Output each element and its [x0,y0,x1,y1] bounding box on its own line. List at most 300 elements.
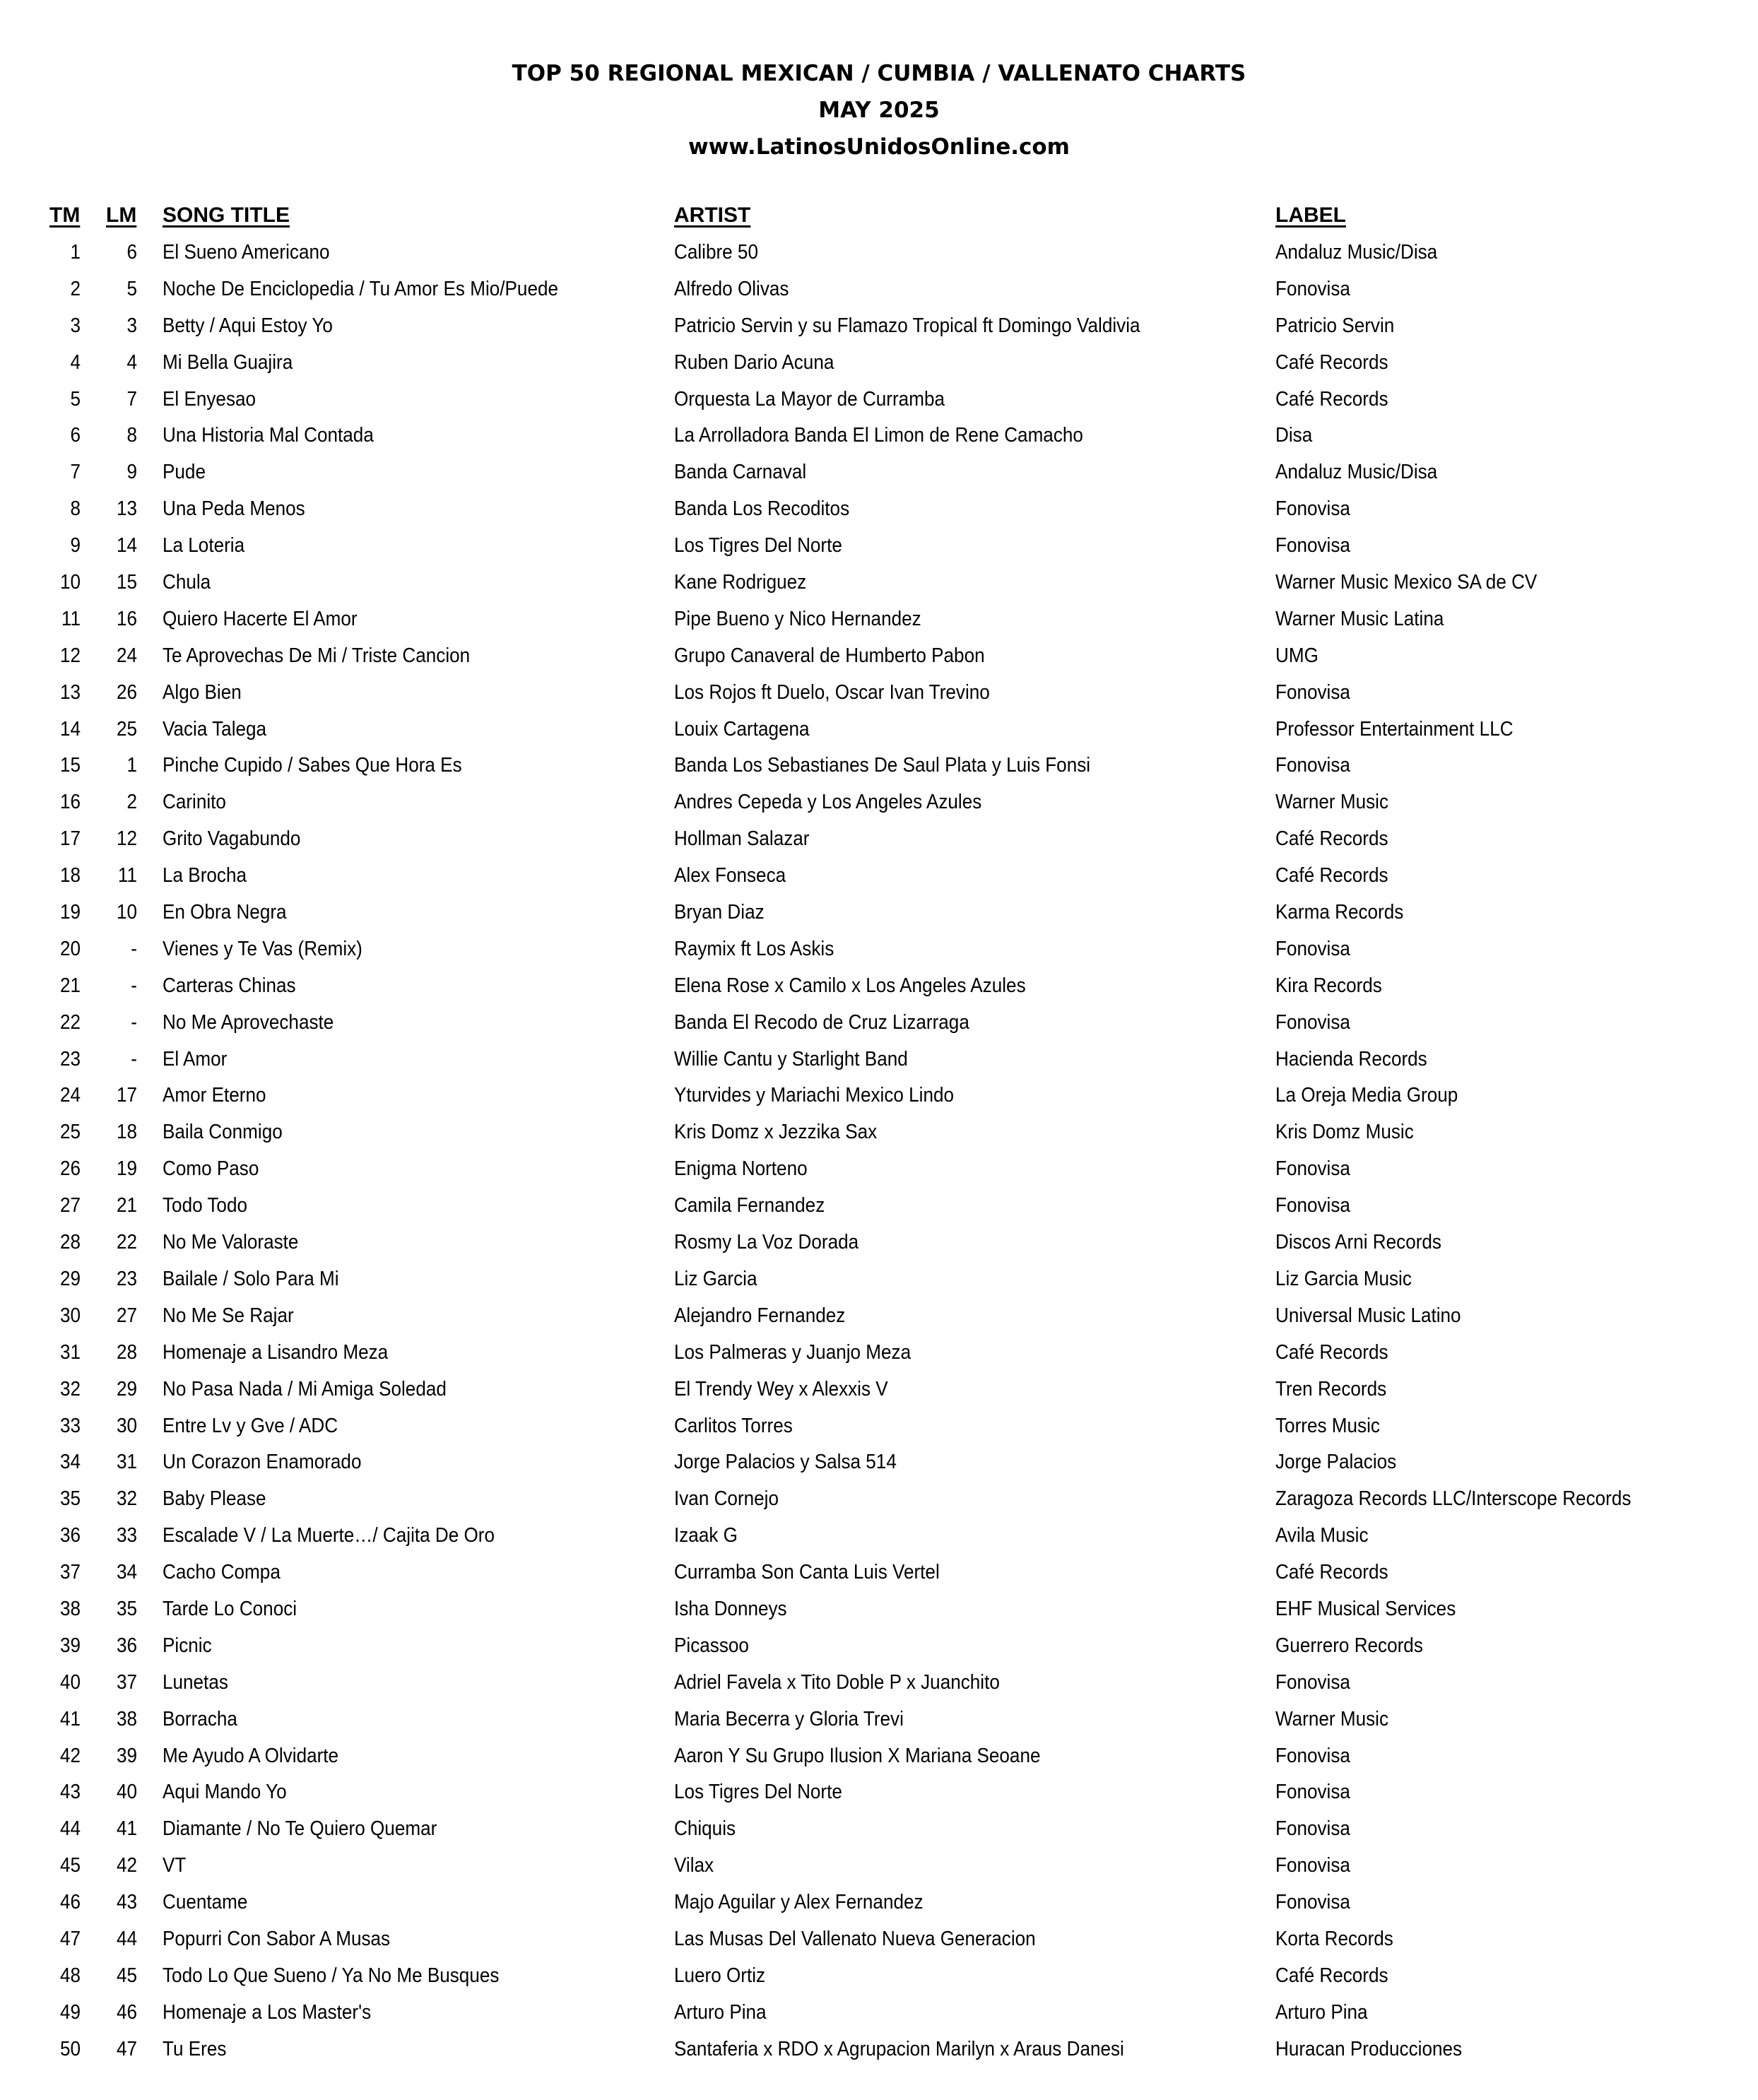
record-label: Kris Domz Music [1275,1121,1414,1144]
song-title: El Amor [163,1047,228,1070]
rank-this-month: 14 [59,717,81,741]
rank-this-month: 9 [70,534,81,558]
artist-name: Andres Cepeda y Los Angeles Azules [674,791,982,814]
rank-last-month: 35 [116,1597,137,1620]
column-header-song-title: SONG TITLE [163,203,290,227]
record-label: La Oreja Media Group [1275,1084,1458,1107]
artist-name: Kane Rodriguez [674,571,807,594]
table-row [0,858,1758,895]
artist-name: Ruben Dario Acuna [674,350,834,374]
table-row [0,1774,1758,1811]
rank-last-month: - [131,1010,137,1034]
rank-this-month: 15 [59,754,81,777]
record-label: Kira Records [1275,974,1382,997]
rank-this-month: 35 [59,1487,81,1511]
artist-name: Bryan Diaz [674,901,765,924]
table-row [0,1188,1758,1225]
rank-last-month: 3 [126,314,137,337]
table-row [0,1078,1758,1114]
table-row [0,528,1758,565]
rank-last-month: 47 [116,2037,137,2060]
rank-this-month: 22 [59,1010,81,1034]
record-label: Café Records [1275,1561,1388,1584]
song-title: VT [163,1854,187,1877]
song-title: Cacho Compa [163,1561,281,1584]
rank-this-month: 33 [59,1414,81,1437]
record-label: Warner Music [1275,1707,1389,1730]
record-label: Zaragoza Records LLC/Interscope Records [1275,1487,1632,1511]
rank-last-month: 18 [116,1121,137,1144]
rank-last-month: 41 [116,1817,137,1841]
artist-name: Liz Garcia [674,1267,757,1290]
table-row [0,1225,1758,1261]
artist-name: Camila Fernandez [674,1194,825,1217]
song-title: No Me Aprovechaste [163,1010,334,1034]
table-row [0,308,1758,345]
artist-name: Los Tigres Del Norte [674,534,842,558]
record-label: UMG [1275,644,1318,667]
rank-this-month: 30 [59,1304,81,1327]
song-title: Un Corazon Enamorado [163,1451,362,1474]
record-label: Fonovisa [1275,680,1350,704]
record-label: Tren Records [1275,1377,1387,1400]
rank-this-month: 47 [59,1927,81,1950]
rank-this-month: 11 [61,607,81,630]
rank-last-month: 5 [126,277,137,300]
song-title: Diamante / No Te Quiero Quemar [163,1817,437,1841]
artist-name: Los Palmeras y Juanjo Meza [674,1340,912,1364]
rank-this-month: 48 [59,1964,81,1987]
artist-name: Banda El Recodo de Cruz Lizarraga [674,1010,969,1034]
record-label: Fonovisa [1275,1010,1350,1034]
record-label: Café Records [1275,1340,1388,1364]
rank-this-month: 8 [70,497,81,521]
table-row [0,1958,1758,1995]
table-body [0,235,1758,2068]
rank-last-month: 27 [116,1304,137,1327]
artist-name: Jorge Palacios y Salsa 514 [674,1451,897,1474]
artist-name: La Arrolladora Banda El Limon de Rene Camacho [674,424,1083,447]
table-row [0,1701,1758,1738]
song-title: El Sueno Americano [163,241,330,264]
rank-last-month: 45 [116,1964,137,1987]
song-title: Una Historia Mal Contada [163,424,374,447]
table-row [0,1298,1758,1335]
table-row [0,1665,1758,1701]
artist-name: Raymix ft Los Askis [674,937,834,960]
record-label: Café Records [1275,350,1388,374]
song-title: El Enyesao [163,387,256,411]
chart-date: MAY 2025 [818,98,940,123]
rank-last-month: 32 [116,1487,137,1511]
table-row [0,1884,1758,1921]
song-title: Vienes y Te Vas (Remix) [163,937,362,960]
artist-name: Patricio Servin y su Flamazo Tropical ft Domingo Valdivia [674,314,1140,337]
rank-last-month: 22 [116,1231,137,1254]
rank-this-month: 13 [59,680,81,704]
record-label: Karma Records [1275,901,1404,924]
column-header-lm: LM [106,203,137,227]
song-title: Mi Bella Guajira [163,350,293,374]
rank-this-month: 43 [59,1781,81,1804]
artist-name: Isha Donneys [674,1597,787,1620]
rank-last-month: 21 [116,1194,137,1217]
table-row [0,748,1758,784]
record-label: Café Records [1275,387,1388,411]
table-row [0,1261,1758,1298]
table-row [0,712,1758,748]
table-row [0,1005,1758,1042]
artist-name: Kris Domz x Jezzika Sax [674,1121,878,1144]
artist-name: Arturo Pina [674,2000,767,2024]
artist-name: Yturvides y Mariachi Mexico Lindo [674,1084,955,1107]
column-header-tm: TM [49,203,81,227]
artist-name: Los Tigres Del Norte [674,1781,842,1804]
artist-name: Ivan Cornejo [674,1487,779,1511]
rank-last-month: 36 [116,1634,137,1657]
artist-name: Picassoo [674,1634,749,1657]
song-title: Amor Eterno [163,1084,266,1107]
rank-last-month: 6 [126,241,137,264]
artist-name: Curramba Son Canta Luis Vertel [674,1561,940,1584]
artist-name: Enigma Norteno [674,1157,808,1181]
record-label: Patricio Servin [1275,314,1395,337]
rank-this-month: 20 [59,937,81,960]
song-title: Baby Please [163,1487,266,1511]
record-label: Huracan Producciones [1275,2037,1463,2060]
rank-last-month: 7 [126,387,137,411]
table-row [0,931,1758,968]
table-row [0,1518,1758,1555]
record-label: Café Records [1275,1964,1388,1987]
artist-name: Banda Carnaval [674,461,807,484]
artist-name: Orquesta La Mayor de Curramba [674,387,945,411]
rank-this-month: 29 [59,1267,81,1290]
rank-last-month: 17 [116,1084,137,1107]
website-url: www.LatinosUnidosOnline.com [688,134,1070,160]
record-label: Fonovisa [1275,1744,1350,1767]
record-label: Andaluz Music/Disa [1275,241,1438,264]
table-row [0,638,1758,675]
rank-last-month: 29 [116,1377,137,1400]
song-title: Una Peda Menos [163,497,305,521]
rank-this-month: 27 [59,1194,81,1217]
rank-this-month: 31 [59,1340,81,1364]
song-title: Todo Todo [163,1194,247,1217]
song-title: Noche De Enciclopedia / Tu Amor Es Mio/Puede [163,277,558,300]
rank-last-month: 1 [126,754,137,777]
record-label: Café Records [1275,827,1388,851]
rank-this-month: 3 [70,314,81,337]
song-title: Grito Vagabundo [163,827,301,851]
record-label: Fonovisa [1275,534,1350,558]
record-label: Fonovisa [1275,1891,1350,1914]
artist-name: Maria Becerra y Gloria Trevi [674,1707,904,1730]
rank-this-month: 19 [59,901,81,924]
record-label: Fonovisa [1275,277,1350,300]
rank-last-month: 19 [116,1157,137,1181]
rank-this-month: 2 [70,277,81,300]
song-title: La Loteria [163,534,245,558]
rank-this-month: 37 [59,1561,81,1584]
rank-this-month: 12 [59,644,81,667]
song-title: Tu Eres [163,2037,227,2060]
record-label: Torres Music [1275,1414,1380,1437]
record-label: Universal Music Latino [1275,1304,1461,1327]
song-title: Betty / Aqui Estoy Yo [163,314,333,337]
record-label: Jorge Palacios [1275,1451,1397,1474]
table-row [0,895,1758,931]
rank-this-month: 23 [59,1047,81,1070]
rank-this-month: 1 [70,241,81,264]
record-label: Warner Music Mexico SA de CV [1275,571,1538,594]
rank-last-month: 15 [116,571,137,594]
song-title: Entre Lv y Gve / ADC [163,1414,338,1437]
rank-this-month: 6 [70,424,81,447]
record-label: Fonovisa [1275,497,1350,521]
song-title: Picnic [163,1634,212,1657]
record-label: Andaluz Music/Disa [1275,461,1438,484]
artist-name: Las Musas Del Vallenato Nueva Generacion [674,1927,1036,1950]
table-row [0,1848,1758,1884]
rank-last-month: 40 [116,1781,137,1804]
song-title: Bailale / Solo Para Mi [163,1267,339,1290]
table-row [0,675,1758,712]
rank-last-month: 10 [116,901,137,924]
table-row [0,1444,1758,1481]
song-title: En Obra Negra [163,901,287,924]
rank-last-month: 30 [116,1414,137,1437]
song-title: No Me Valoraste [163,1231,299,1254]
rank-last-month: 34 [116,1561,137,1584]
record-label: Fonovisa [1275,1854,1350,1877]
table-row [0,1738,1758,1775]
rank-last-month: 25 [116,717,137,741]
song-title: Pinche Cupido / Sabes Que Hora Es [163,754,462,777]
artist-name: El Trendy Wey x Alexxis V [674,1377,888,1400]
table-row [0,968,1758,1005]
record-label: Korta Records [1275,1927,1393,1950]
rank-last-month: 13 [116,497,137,521]
table-row [0,1921,1758,1958]
table-row [0,418,1758,454]
artist-name: Rosmy La Voz Dorada [674,1231,859,1254]
artist-name: Izaak G [674,1524,738,1547]
song-title: Homenaje a Los Master's [163,2000,372,2024]
artist-name: Carlitos Torres [674,1414,793,1437]
song-title: Me Ayudo A Olvidarte [163,1744,339,1767]
rank-this-month: 24 [59,1084,81,1107]
record-label: Fonovisa [1275,1817,1350,1841]
rank-this-month: 34 [59,1451,81,1474]
rank-last-month: 38 [116,1707,137,1730]
rank-this-month: 38 [59,1597,81,1620]
rank-this-month: 36 [59,1524,81,1547]
chart-header [0,55,1758,165]
rank-last-month: 16 [116,607,137,630]
rank-this-month: 45 [59,1854,81,1877]
artist-name: Louix Cartagena [674,717,810,741]
table-row [0,345,1758,382]
song-title: Baila Conmigo [163,1121,283,1144]
rank-this-month: 41 [59,1707,81,1730]
table-row [0,821,1758,858]
table-row [0,1042,1758,1078]
table-row [0,1151,1758,1188]
record-label: Disa [1275,424,1313,447]
song-title: Algo Bien [163,680,242,704]
song-title: Tarde Lo Conoci [163,1597,297,1620]
record-label: Fonovisa [1275,1781,1350,1804]
rank-this-month: 28 [59,1231,81,1254]
rank-this-month: 50 [59,2037,81,2060]
artist-name: Calibre 50 [674,241,758,264]
rank-this-month: 16 [59,791,81,814]
record-label: Avila Music [1275,1524,1369,1547]
rank-last-month: 43 [116,1891,137,1914]
song-title: Homenaje a Lisandro Meza [163,1340,389,1364]
song-title: Carinito [163,791,226,814]
rank-last-month: 28 [116,1340,137,1364]
record-label: Guerrero Records [1275,1634,1423,1657]
rank-last-month: 31 [116,1451,137,1474]
rank-last-month: 9 [126,461,137,484]
rank-last-month: 37 [116,1670,137,1694]
artist-name: Alejandro Fernandez [674,1304,846,1327]
table-row [0,1995,1758,2031]
rank-this-month: 42 [59,1744,81,1767]
record-label: EHF Musical Services [1275,1597,1456,1620]
rank-this-month: 21 [59,974,81,997]
chart-title: TOP 50 REGIONAL MEXICAN / CUMBIA / VALLENATO CHARTS [512,61,1246,86]
song-title: Como Paso [163,1157,259,1181]
record-label: Hacienda Records [1275,1047,1427,1070]
table-row [0,1408,1758,1445]
rank-this-month: 32 [59,1377,81,1400]
song-title: No Me Se Rajar [163,1304,294,1327]
artist-name: Elena Rose x Camilo x Los Angeles Azules [674,974,1026,997]
record-label: Warner Music [1275,791,1389,814]
rank-last-month: 4 [126,350,137,374]
artist-name: Luero Ortiz [674,1964,766,1987]
artist-name: Alfredo Olivas [674,277,789,300]
table-row [0,565,1758,601]
song-title: La Brocha [163,864,247,887]
record-label: Liz Garcia Music [1275,1267,1412,1290]
artist-name: Pipe Bueno y Nico Hernandez [674,607,921,630]
rank-last-month: 46 [116,2000,137,2024]
rank-this-month: 10 [59,571,81,594]
rank-last-month: 11 [117,864,137,887]
record-label: Discos Arni Records [1275,1231,1441,1254]
rank-last-month: 2 [126,791,137,814]
record-label: Arturo Pina [1275,2000,1368,2024]
song-title: Popurri Con Sabor A Musas [163,1927,391,1950]
rank-last-month: 24 [116,644,137,667]
artist-name: Banda Los Sebastianes De Saul Plata y Luis Fonsi [674,754,1091,777]
rank-this-month: 40 [59,1670,81,1694]
rank-this-month: 4 [70,350,81,374]
artist-name: Alex Fonseca [674,864,786,887]
artist-name: Banda Los Recoditos [674,497,850,521]
rank-last-month: 14 [116,534,137,558]
record-label: Fonovisa [1275,1194,1350,1217]
song-title: Borracha [163,1707,237,1730]
artist-name: Vilax [674,1854,714,1877]
table-row [0,382,1758,418]
song-title: Pude [163,461,206,484]
table-row [0,1372,1758,1408]
table-row [0,1591,1758,1628]
artist-name: Los Rojos ft Duelo, Oscar Ivan Trevino [674,680,990,704]
song-title: No Pasa Nada / Mi Amiga Soledad [163,1377,447,1400]
artist-name: Grupo Canaveral de Humberto Pabon [674,644,985,667]
rank-this-month: 46 [59,1891,81,1914]
rank-this-month: 18 [59,864,81,887]
record-label: Fonovisa [1275,937,1350,960]
song-title: Quiero Hacerte El Amor [163,607,358,630]
table-row [0,454,1758,491]
record-label: Fonovisa [1275,1157,1350,1181]
rank-last-month: - [131,937,137,960]
artist-name: Adriel Favela x Tito Doble P x Juanchito [674,1670,1000,1694]
rank-this-month: 39 [59,1634,81,1657]
rank-last-month: 39 [116,1744,137,1767]
rank-this-month: 7 [70,461,81,484]
table-row [0,1555,1758,1591]
table-row [0,784,1758,821]
song-title: Chula [163,571,211,594]
song-title: Escalade V / La Muerte…/ Cajita De Oro [163,1524,495,1547]
table-row [0,1811,1758,1848]
record-label: Professor Entertainment LLC [1275,717,1514,741]
table-row [0,601,1758,638]
rank-this-month: 44 [59,1817,81,1841]
record-label: Fonovisa [1275,1670,1350,1694]
artist-name: Hollman Salazar [674,827,810,851]
record-label: Fonovisa [1275,754,1350,777]
column-header-artist: ARTIST [674,203,751,227]
artist-name: Chiquis [674,1817,736,1841]
rank-last-month: 23 [116,1267,137,1290]
table-row [0,1481,1758,1518]
song-title: Vacia Talega [163,717,267,741]
rank-last-month: 44 [116,1927,137,1950]
table-row [0,2031,1758,2068]
song-title: Todo Lo Que Sueno / Ya No Me Busques [163,1964,500,1987]
artist-name: Willie Cantu y Starlight Band [674,1047,908,1070]
table-row [0,1628,1758,1665]
rank-this-month: 17 [59,827,81,851]
rank-this-month: 5 [70,387,81,411]
rank-last-month: - [131,974,137,997]
table-header-row [0,196,1758,235]
artist-name: Majo Aguilar y Alex Fernandez [674,1891,924,1914]
song-title: Te Aprovechas De Mi / Triste Cancion [163,644,471,667]
rank-this-month: 49 [59,2000,81,2024]
table-row [0,1335,1758,1372]
column-header-label: LABEL [1275,203,1346,227]
rank-last-month: 26 [116,680,137,704]
table-row [0,235,1758,271]
table-row [0,1114,1758,1151]
record-label: Warner Music Latina [1275,607,1444,630]
chart-table [0,196,1758,2068]
song-title: Aqui Mando Yo [163,1781,287,1804]
table-row [0,271,1758,308]
song-title: Carteras Chinas [163,974,296,997]
record-label: Café Records [1275,864,1388,887]
